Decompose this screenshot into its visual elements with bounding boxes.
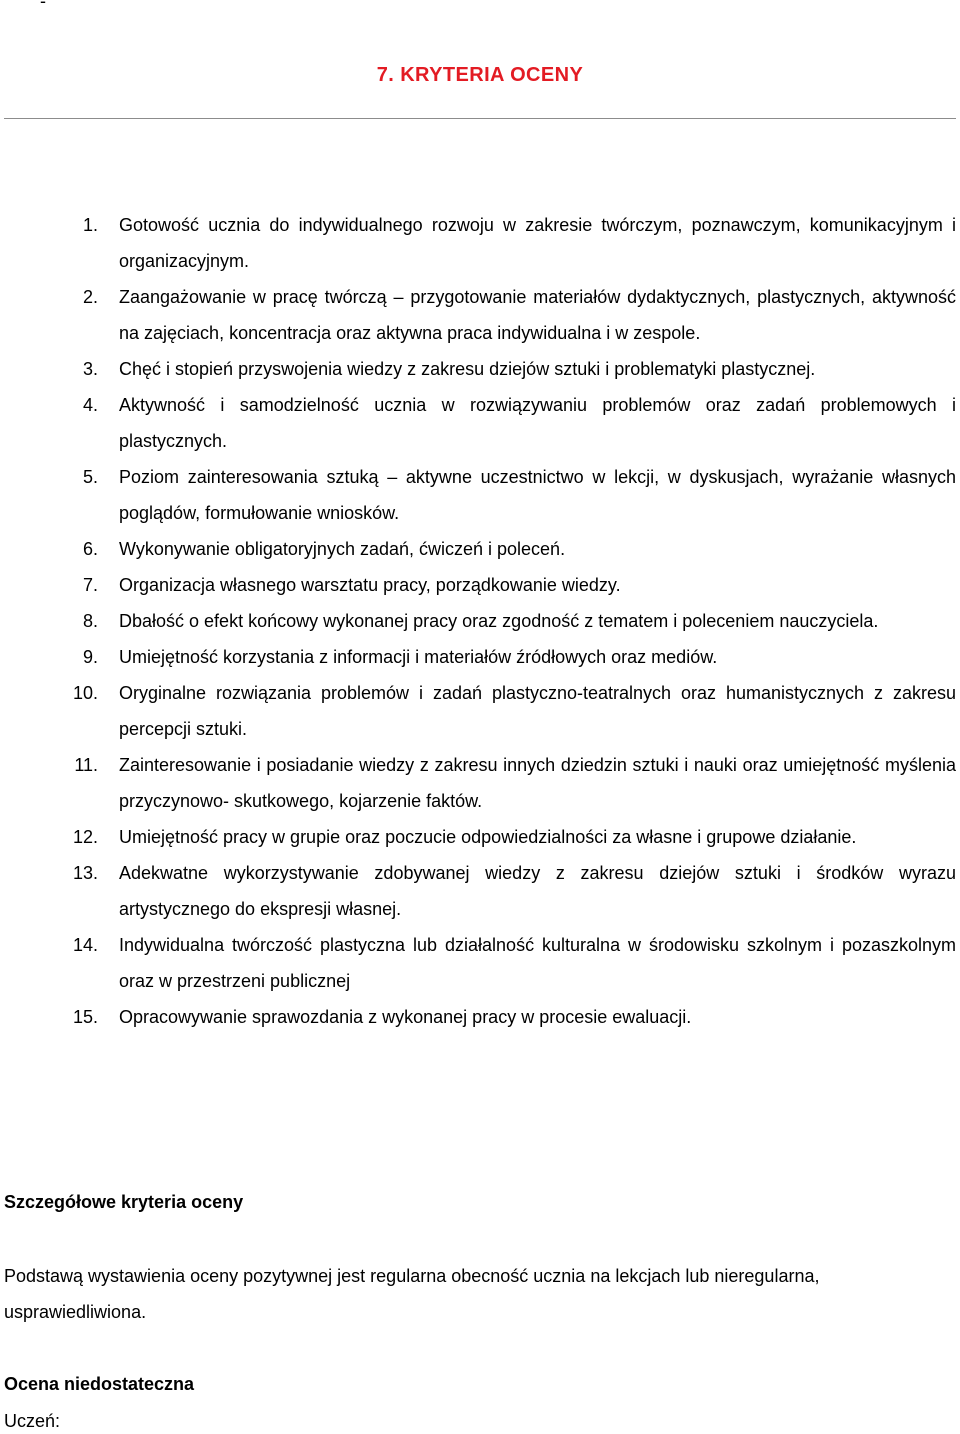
criteria-number: 12. (72, 827, 98, 847)
details-title: Szczegółowe kryteria oceny (4, 1192, 244, 1212)
criteria-text: Oryginalne rozwiązania problemów i zadań plastyczno-teatralnych oraz humanistycznych z zakresu percepcji sztuki. (119, 683, 956, 739)
criteria-text: Poziom zainteresowania sztuką – aktywne uczestnictwo w lekcji, w dyskusjach, wyrażanie własnych poglądów, formułowanie wniosków. (119, 467, 956, 523)
criteria-item (0, 279, 956, 351)
criteria-text: Umiejętność pracy w grupie oraz poczucie odpowiedzialności za własne i grupowe działanie. (119, 827, 857, 847)
criteria-text: Zaangażowanie w pracę twórczą – przygotowanie materiałów dydaktycznych, plastycznych, aktywność na zajęciach, koncentracja oraz aktywna praca indywidualna i w zespole. (119, 287, 956, 343)
basis-paragraph: Podstawą wystawienia oceny pozytywnej jest regularna obecność ucznia na lekcjach lub nieregularna, usprawiedliwiona. (4, 1266, 820, 1322)
criteria-number: 5. (82, 467, 98, 487)
criteria-number: 3. (82, 359, 98, 379)
criteria-item (0, 927, 956, 999)
criteria-item (0, 819, 956, 855)
criteria-text: Aktywność i samodzielność ucznia w rozwiązywaniu problemów oraz zadań problemowych i plastycznych. (119, 395, 956, 451)
criteria-item (0, 567, 956, 603)
criteria-item (0, 747, 956, 819)
criteria-item (0, 387, 956, 459)
criteria-text: Umiejętność korzystania z informacji i materiałów źródłowych oraz mediów. (119, 647, 718, 667)
criteria-item (0, 855, 956, 927)
criteria-item (0, 459, 956, 531)
criteria-item (0, 675, 956, 747)
criteria-text: Opracowywanie sprawozdania z wykonanej pracy w procesie ewaluacji. (119, 1007, 692, 1027)
criteria-text: Adekwatne wykorzystywanie zdobywanej wiedzy z zakresu dziejów sztuki i środków wyrazu artystycznego do ekspresji własnej. (119, 863, 956, 919)
criteria-text: Dbałość o efekt końcowy wykonanej pracy oraz zgodność z tematem i poleceniem nauczyciela. (119, 611, 879, 631)
criteria-number: 9. (82, 647, 98, 667)
criteria-number: 11. (74, 755, 98, 775)
section-heading: 7. KRYTERIA OCENY (376, 64, 584, 86)
student-label: Uczeń: (4, 1411, 61, 1431)
criteria-text: Gotowość ucznia do indywidualnego rozwoju w zakresie twórczym, poznawczym, komunikacyjnym i organizacyjnym. (119, 215, 956, 271)
criteria-number: 8. (82, 611, 98, 631)
criteria-item (0, 603, 956, 639)
criteria-item (0, 351, 956, 387)
criteria-number: 4. (82, 395, 98, 415)
criteria-item (0, 531, 956, 567)
criteria-item (0, 639, 956, 675)
criteria-list (0, 207, 956, 1035)
criteria-text: Organizacja własnego warsztatu pracy, porządkowanie wiedzy. (119, 575, 621, 595)
criteria-number: 13. (72, 863, 98, 883)
criteria-text: Zainteresowanie i posiadanie wiedzy z zakresu innych dziedzin sztuki i nauki oraz umiejętność myślenia przyczynowo- skutkowego, kojarzenie faktów. (119, 755, 956, 811)
grade-title: Ocena niedostateczna (4, 1374, 195, 1394)
criteria-item (0, 207, 956, 279)
criteria-number: 7. (82, 575, 98, 595)
criteria-text: Wykonywanie obligatoryjnych zadań, ćwiczeń i poleceń. (119, 539, 566, 559)
criteria-number: 6. (82, 539, 98, 559)
horizontal-rule (4, 118, 956, 119)
corner-mark: - (40, 0, 46, 11)
criteria-number: 15. (72, 1007, 98, 1027)
criteria-number: 2. (82, 287, 98, 307)
criteria-text: Chęć i stopień przyswojenia wiedzy z zakresu dziejów sztuki i problematyki plastycznej. (119, 359, 816, 379)
criteria-item (0, 999, 956, 1035)
criteria-number: 10. (72, 683, 98, 703)
criteria-number: 14. (72, 935, 98, 955)
criteria-text: Indywidualna twórczość plastyczna lub działalność kulturalna w środowisku szkolnym i pozaszkolnym oraz w przestrzeni publicznej (119, 935, 956, 991)
criteria-number: 1. (82, 215, 98, 235)
